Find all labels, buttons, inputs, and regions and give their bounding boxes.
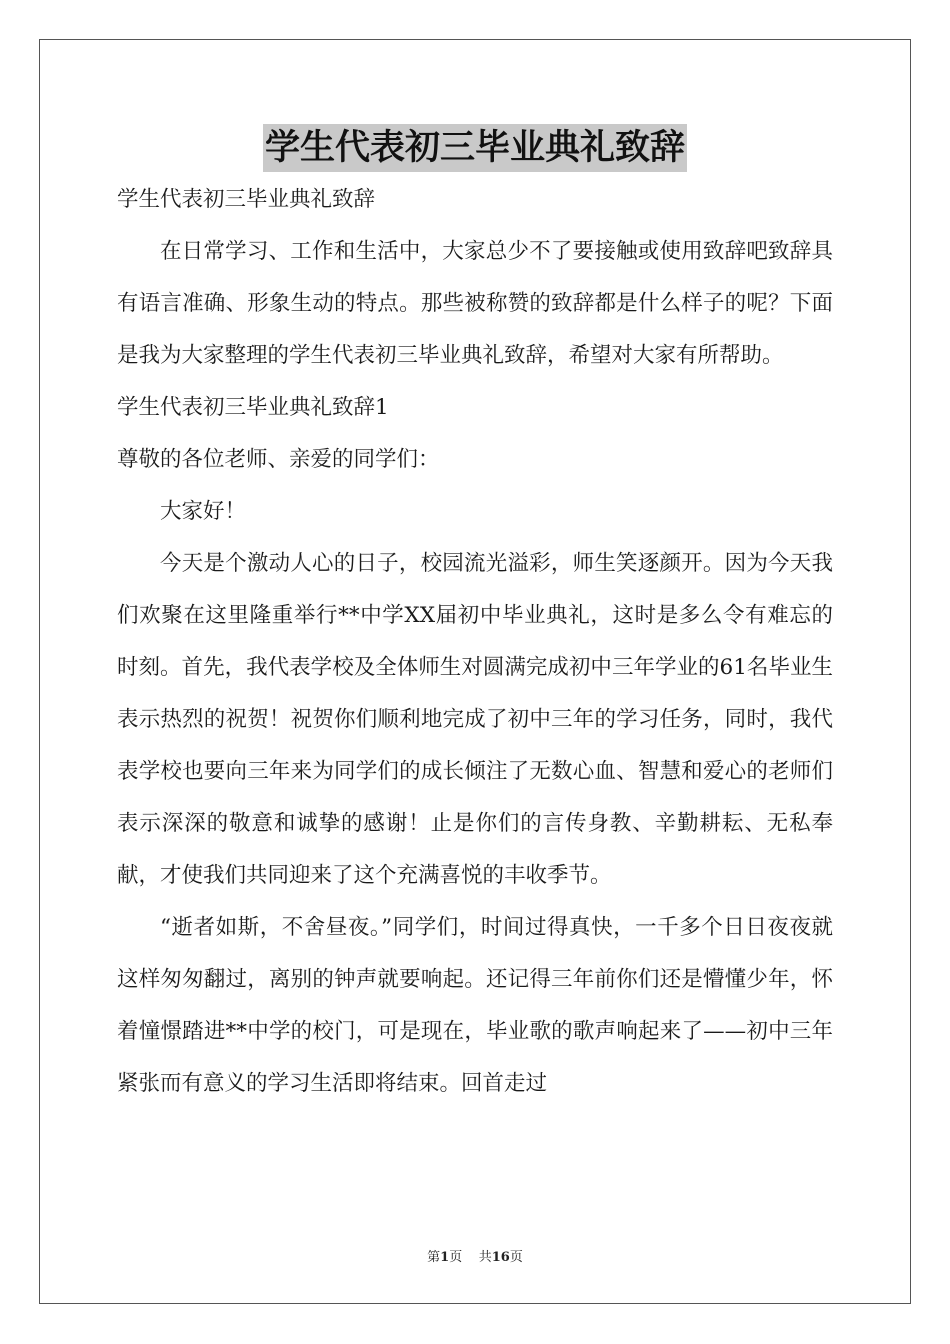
document-title: 学生代表初三毕业典礼致辞 [263,124,687,172]
document-body [117,174,833,1110]
paragraph-intro: 在日常学习、工作和生活中，大家总少不了要接触或使用致辞吧致辞具有语言准确、形象生动的特点。那些被称赞的致辞都是什么样子的呢？下面是我为大家整理的学生代表初三毕业典礼致辞，希望对大家有所帮助。 [117,239,833,368]
page-footer [0,1246,950,1265]
paragraph-salutation: 尊敬的各位老师、亲爱的同学们： [117,447,440,472]
paragraph-body-2: “逝者如斯，不舍昼夜。”同学们，时间过得真快，一千多个日日夜夜就这样匆匆翻过，离别的钟声就要响起。还记得三年前你们还是懵懂少年，怀着憧憬踏进**中学的校门，可是现在，毕业歌的歌声响起来了——初中三年紧张而有意义的学习生活即将结束。回首走过 [117,915,833,1096]
page-prefix: 第 [427,1250,441,1265]
paragraph-greeting: 大家好！ [160,499,247,524]
paragraph-heading: 学生代表初三毕业典礼致辞 [117,187,376,212]
total-prefix: 共 [478,1250,492,1265]
title-container [0,124,950,172]
page-total: 16 [491,1250,510,1265]
total-suffix: 页 [509,1250,523,1265]
paragraph-section-title: 学生代表初三毕业典礼致辞1 [117,395,389,420]
paragraph-body-1: 今天是个激动人心的日子，校园流光溢彩，师生笑逐颜开。因为今天我们欢聚在这里隆重举行**中学XX届初中毕业典礼，这时是多么令有难忘的时刻。首先，我代表学校及全体师生对圆满完成初中三年学业的61名毕业生表示热烈的祝贺！祝贺你们顺利地完成了初中三年的学习任务，同时，我代表学校也要向三年来为同学们的成长倾注了无数心血、智慧和爱心的老师们表示深深的敬意和诚挚的感谢！止是你们的言传身教、辛勤耕耘、无私奉献，才使我们共同迎来了这个充满喜悦的丰收季节。 [117,551,833,888]
page-suffix: 页 [449,1250,463,1265]
page-current: 1 [440,1250,450,1265]
